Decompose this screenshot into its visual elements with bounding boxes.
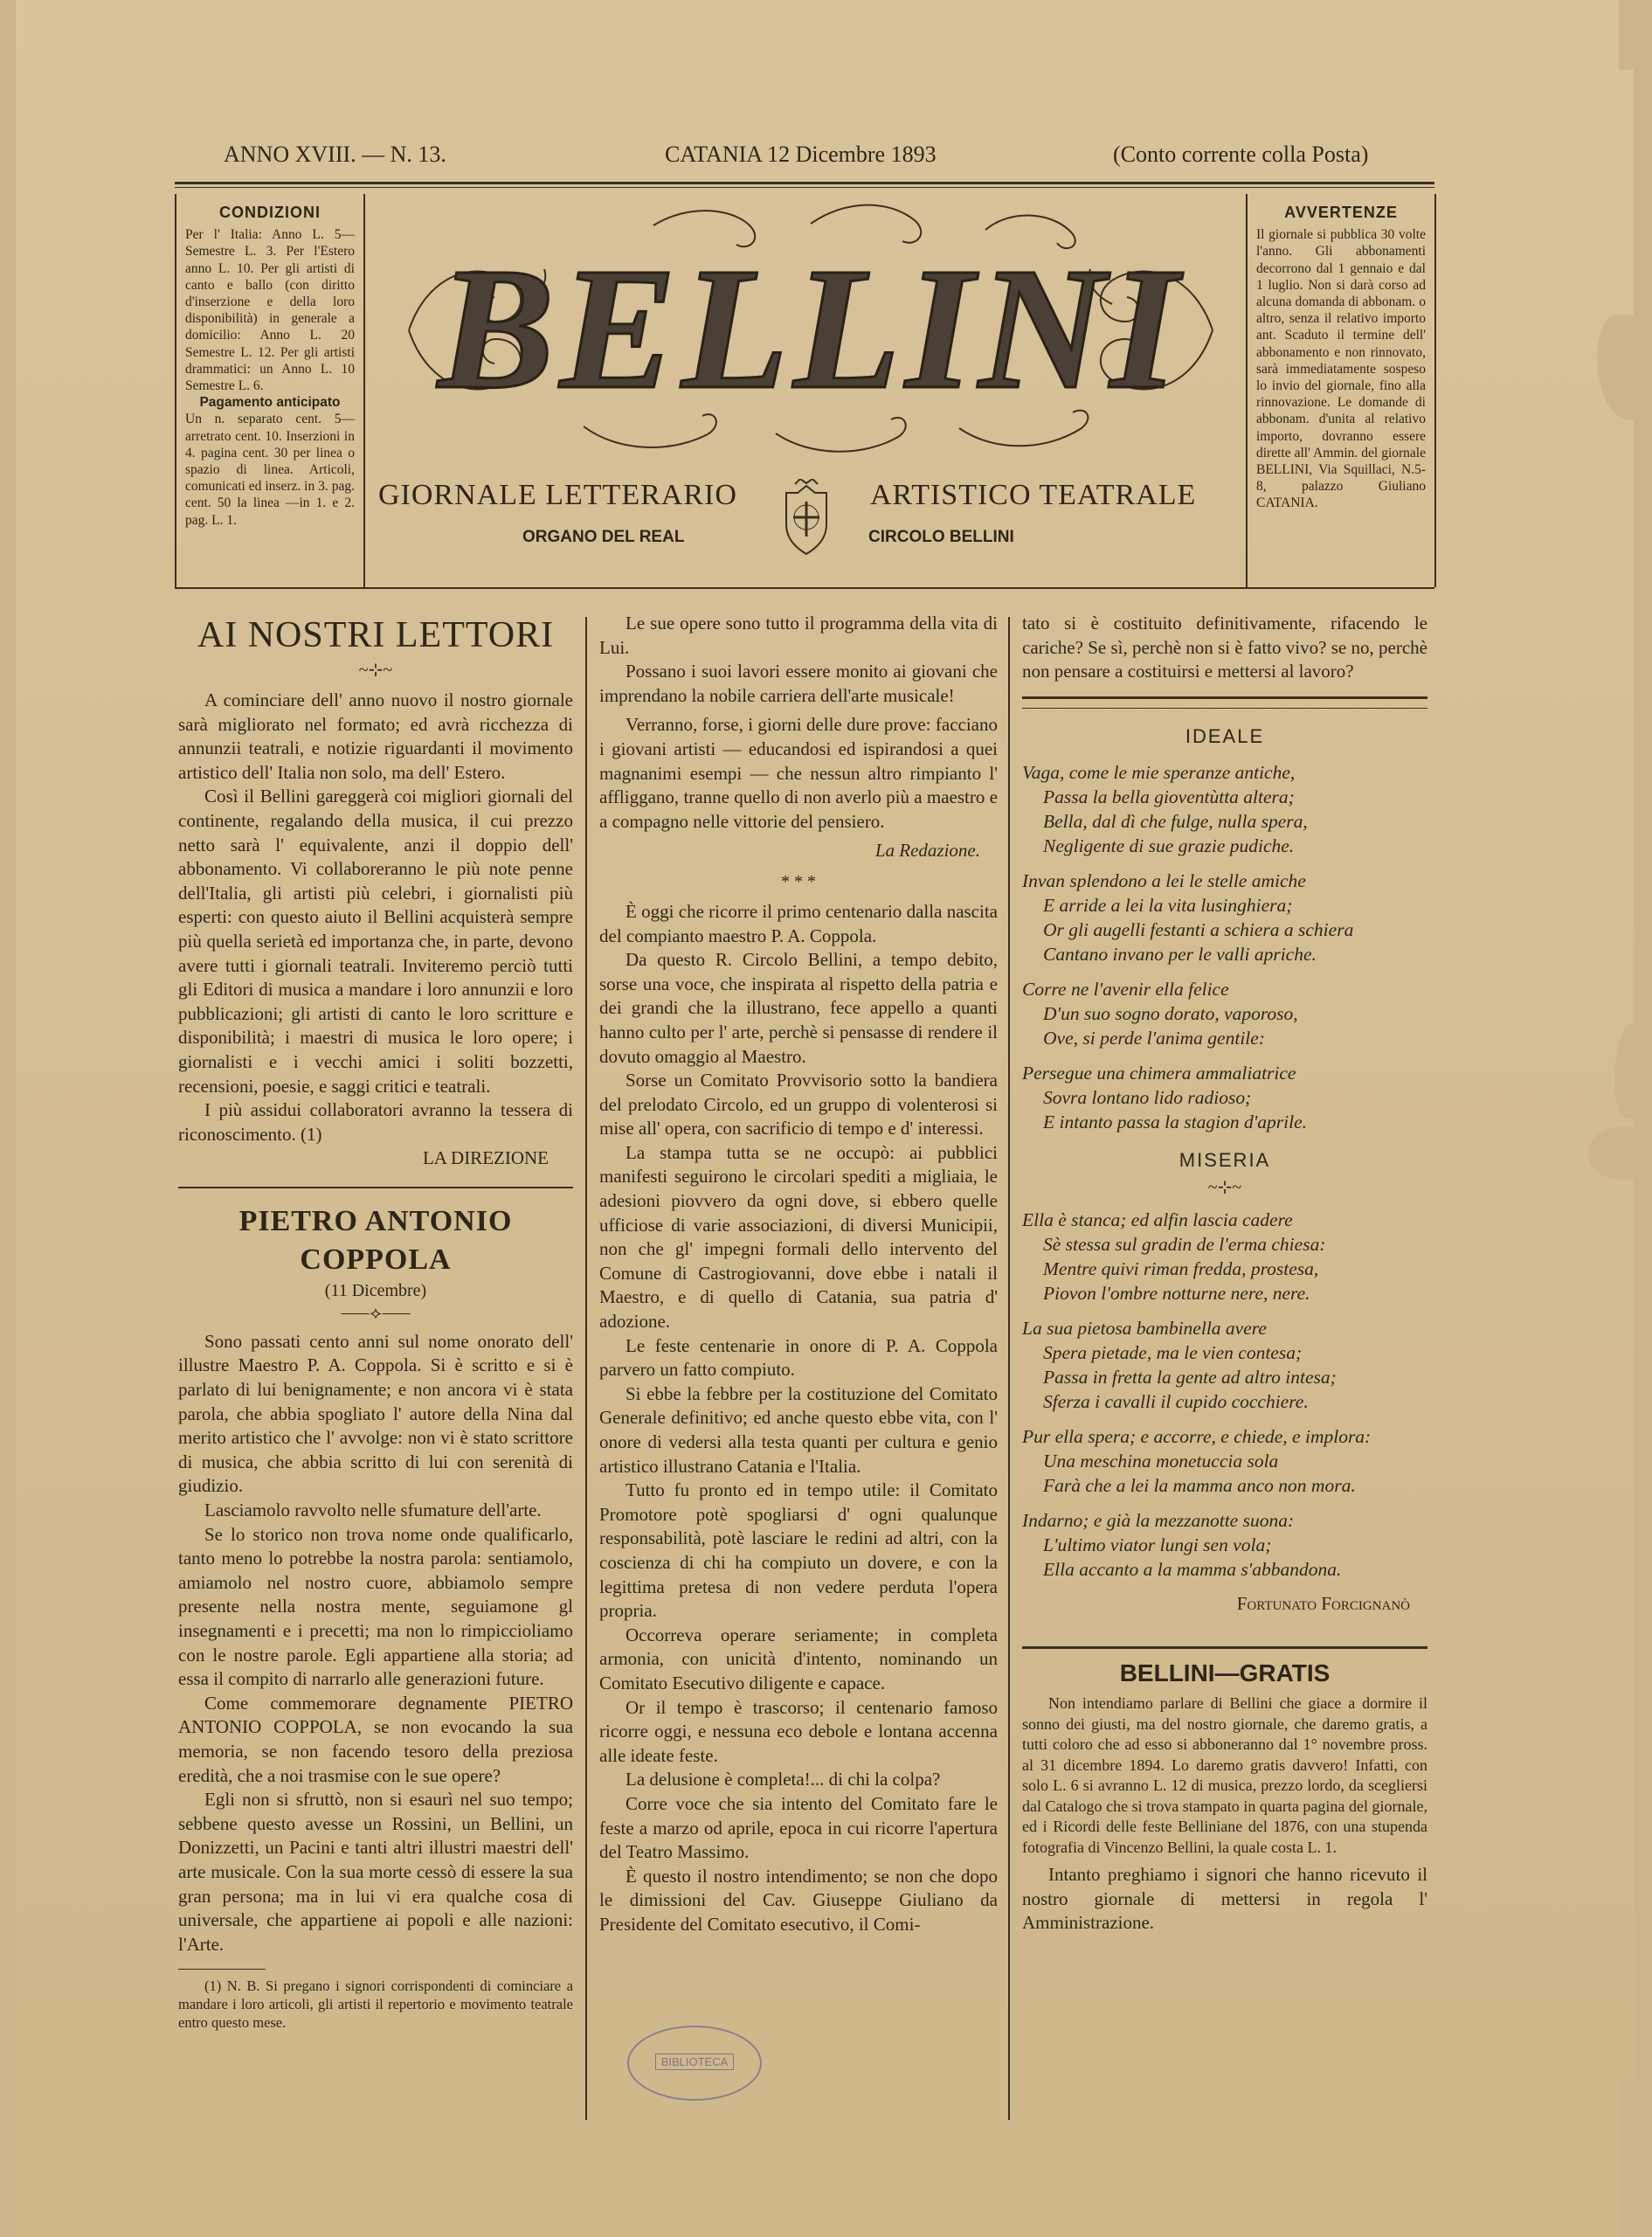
section-rule	[178, 1187, 573, 1188]
paper-tear	[1588, 1127, 1649, 1180]
verse-line: Ella è stanca; ed alfin lascia cadere	[1022, 1209, 1293, 1230]
paragraph: Sorse un Comitato Provvisorio sotto la bandiera del prelodato Circolo, ed un gruppo di volenterosi si mise all' opera, con sacrificio di tempo e d' interessi.	[599, 1070, 998, 1139]
gratis-paragraph: Non intendiamo parlare di Bellini che giace a dormire il sonno dei giusti, ma del nostro giornale, che daremo gratis, a tutti coloro che ad esso si abboneranno dal 1° novembre pross. al 31 dicembre 1894. Lo daremo gratis davvero! Infatti, con solo L. 6 si avranno L. 12 di musica, prezzo lordo, da scegliersi dal Catalogo che si trova stampato in quarta pagina del giornale, ed i Ricordi delle feste Belliniane del 1876, con una stupenda fotografia di Vincenzo Bellini, la quale costa L. 1.	[1022, 1694, 1427, 1856]
subtitle-left: GIORNALE LETTERARIO	[378, 479, 737, 511]
poem-ideale	[1022, 760, 1427, 1134]
paper-tear	[1614, 1022, 1649, 1118]
avvertenze-box	[1246, 194, 1436, 587]
title-ornament-flourish	[391, 199, 1230, 461]
masthead-title: BELLINI	[438, 232, 1184, 426]
paragraph: Si ebbe la febbre per la costituzione del Comitato Generale definitivo; ed anche questo ebbe vita, con l' onore di vedersi alla testa quanti per cultura e genio artistico illustrano Catania e l'Italia.	[599, 1382, 998, 1477]
ornament-divider: ~⊹~	[1207, 1177, 1242, 1197]
stanza	[1022, 869, 1427, 966]
paragraph: Tutto fu pronto ed in tempo utile: il Comitato Promotore potè spogliarsi d' ogni qualunque responsabilità, potè lasciare le redini ad altri, con la coscienza di chi ha compiuto un dovere, e con la legittima pretesa di non vedere perduta l'opera propria.	[599, 1479, 998, 1622]
condizioni-text-2: Un n. separato cent. 5—arretrato cent. 10. Inserzioni in 4. pagina cent. 30 per linea o spazio di linea. Articoli, comunicati ed inserz. in 3. pag. cent. 50 la linea —in 1. e 2. pag. L. 1.	[185, 412, 355, 528]
paragraph: Possano i suoi lavori essere monito ai giovani che imprendano la nobile carriera dell'arte musicale!	[599, 661, 998, 706]
verse-line: Passa la bella gioventùtta altera;	[1043, 786, 1295, 808]
verse-line: Farà che a lei la mamma anco non mora.	[1043, 1474, 1356, 1496]
paragraph: La stampa tutta se ne occupò: ai pubblici manifesti seguirono le circolari spediti a migliaia, le adesioni piovvero da ogni dove, si ebbero quelle ufficiose di varie associazioni, di diversi Municipii, non che gl' impegni formali dello intervento del Comune di Castrogiovanni, dove ebbe i natali il Maestro, e di quello di Catania, sua patria d' adozione.	[599, 1141, 998, 1333]
verse-line: Or gli augelli festanti a schiera a schiera	[1043, 919, 1354, 941]
paper-tear	[1619, 0, 1649, 70]
section-rule	[1022, 696, 1427, 699]
condizioni-heading: CONDIZIONI	[219, 204, 321, 221]
stanza	[1022, 1061, 1427, 1134]
asterism: * * *	[781, 871, 816, 891]
column-divider	[585, 617, 587, 2120]
verse-line: Passa in fretta la gente ad altro intesa;	[1043, 1366, 1337, 1388]
stanza	[1022, 1424, 1427, 1498]
paragraph: Occorreva operare seriamente; in completa armonia, con unicità d'intento, nominando un Comitato Esecutivo diligente e capace.	[599, 1624, 998, 1693]
verse-line: Sè stessa sul gradin de l'erma chiesa:	[1043, 1233, 1326, 1255]
verse-line: Vaga, come le mie speranze antiche,	[1022, 762, 1296, 784]
column-2	[599, 612, 998, 1936]
stanza	[1022, 1316, 1427, 1414]
verse-line: Indarno; e già la mezzanotte suona:	[1022, 1509, 1295, 1531]
signature-redazione: La Redazione.	[874, 840, 980, 862]
coat-of-arms-icon	[776, 479, 837, 558]
stanza	[1022, 977, 1427, 1050]
stanza	[1022, 1508, 1427, 1582]
organo-right: CIRCOLO BELLINI	[868, 528, 1014, 546]
verse-line: Cantano invano per le valli apriche.	[1043, 944, 1317, 966]
column-divider	[1008, 617, 1010, 2120]
paragraph: tato si è costituito definitivamente, rifacendo le cariche? Se sì, perchè non si è fatto vivo? se no, perchè non pensare a costituirsi e mettersi al lavoro?	[1022, 613, 1427, 682]
ornament-divider: ⸺⟡⸺	[340, 1303, 411, 1323]
paragraph: Le feste centenarie in onore di P. A. Coppola parvero un fatto compiuto.	[599, 1334, 998, 1381]
footnote: (1) N. B. Si pregano i signori corrispondenti di cominciare a mandare i loro articoli, gli artisti il repertorio e movimento teatrale entro questo mese.	[178, 1977, 573, 2032]
paper-tear	[1597, 315, 1649, 419]
verse-line: Pur ella spera; e accorre, e chiede, e implora:	[1022, 1425, 1372, 1447]
paragraph: Sono passati cento anni sul nome onorato dell' illustre Maestro P. A. Coppola. Si è scritto e si è parlato di lui benignamente; e non ancora vi è stata parola, che abbia spogliato l' autore della Nina dal merito artistico che l' avvolge: non vi è stato scrittore di musica, che abbia scritto di lui con serenità di giudizio.	[178, 1330, 573, 1497]
verse-line: Una meschina monetuccia sola	[1043, 1450, 1279, 1472]
paragraph: Da questo R. Circolo Bellini, a tempo debito, sorse una voce, che inspirata al rispetto della patria e dei grandi che la illustrano, fece appello a quanti hanno culto per l' arte, perchè si pensasse di rendere il dovuto omaggio al Maestro.	[599, 949, 998, 1067]
poem-title-ideale: IDEALE	[1185, 724, 1265, 747]
paragraph: I più assidui collaboratori avranno la tessera di riconoscimento. (1)	[178, 1099, 573, 1145]
verse-line: Sferza i cavalli il cupido cocchiere.	[1043, 1390, 1309, 1412]
paragraph: Or il tempo è trascorso; il centenario famoso ricorre oggi, e nessuna eco debole e lontana accenna alle ideate feste.	[599, 1696, 998, 1766]
verse-line: D'un suo sogno dorato, vaporoso,	[1043, 1003, 1298, 1025]
verse-line: Ove, si perde l'anima gentile:	[1043, 1028, 1265, 1049]
newspaper-page	[16, 0, 1634, 2237]
paragraph: È oggi che ricorre il primo centenario dalla nascita del compianto maestro P. A. Coppola.	[599, 900, 998, 946]
masthead-rule	[175, 187, 1434, 188]
verse-line: E intanto passa la stagion d'aprile.	[1043, 1112, 1308, 1133]
stanza	[1022, 760, 1427, 858]
section-rule	[1022, 1646, 1427, 1649]
paper-tear	[1621, 2080, 1649, 2237]
paragraph: È questo il nostro intendimento; se non che dopo le dimissioni del Cav. Giuseppe Giuliano da Presidente del Comitato esecutivo, il Comi-	[599, 1865, 998, 1935]
gratis-paragraph-2: Intanto preghiamo i signori che hanno ricevuto il nostro giornale di mettersi in regola l' Amministrazione.	[1022, 1864, 1427, 1934]
column-3	[1022, 612, 1427, 1936]
verse-line: Negligente di sue grazie pudiche.	[1043, 835, 1295, 857]
column-1	[178, 612, 573, 2032]
paragraph: Egli non si sfruttò, non si esaurì nel suo tempo; sebbene questo avesse un Rossini, un Bellini, un Donizzetti, un Pacini e tanti altri illustri maestri dell' arte musicale. Con la sua morte cessò di essere la sua gran persona; ma in lui vi era qualche cosa di universale, che appartiene ai popoli e alle nazioni: l'Arte.	[178, 1789, 573, 1955]
signature-direzione: LA DIREZIONE	[422, 1147, 549, 1169]
verse-line: La sua pietosa bambinella avere	[1022, 1317, 1267, 1339]
poem-signature: Fortunato Forcignanò	[1236, 1592, 1410, 1614]
verse-line: Ella accanto a la mamma s'abbandona.	[1043, 1558, 1342, 1580]
verse-line: Invan splendono a lei le stelle amiche	[1022, 870, 1306, 892]
paragraph: Verranno, forse, i giorni delle dure prove: facciano i giovani artisti — educandosi ed ispirandosi a quei magnanimi esempi — che nessun altro rimpianto l' affliggano, tranne quello di non averlo più a maestro e a compagno nelle vittorie del pensiero.	[599, 714, 998, 832]
section-rule	[1022, 708, 1427, 709]
pagamento-label: Pagamento anticipato	[199, 395, 341, 411]
article-title-coppola: PIETRO ANTONIO COPPOLA	[238, 1204, 513, 1276]
masthead-bottom-rule	[175, 587, 1434, 589]
paragraph: Lasciamolo ravvolto nelle sfumature dell'arte.	[204, 1499, 542, 1521]
stanza	[1022, 1208, 1427, 1305]
article-title-lettori: AI NOSTRI LETTORI	[197, 615, 555, 655]
subtitle-right: ARTISTICO TEATRALE	[870, 479, 1197, 511]
paragraph: Come commemorare degnamente PIETRO ANTONIO COPPOLA, se non evocando la sua memoria, se non facendo tesoro della preziosa eredità, che a noi trasmise con le sue opere?	[178, 1692, 573, 1786]
condizioni-text: Per l' Italia: Anno L. 5—Semestre L. 3. Per l'Estero anno L. 10. Per gli artisti di canto e ballo (con diritto d'inserzione e della loro disponibilità) in generale a domicilio: Anno L. 20 Semestre L. 12. Per gli artisti drammatici: un Anno L. 10 Semestre L. 6.	[185, 227, 355, 394]
paragraph: A cominciare dell' anno nuovo il nostro giornale sarà migliorato nel formato; ed avrà ricchezza di annunzii teatrali, e notizie riguardanti il movimento artistico dell' Italia non solo, ma dell' Estero.	[178, 689, 573, 783]
verse-line: Sovra lontano lido radioso;	[1043, 1087, 1252, 1109]
postal-note: (Conto corrente colla Posta)	[1113, 142, 1369, 167]
paragraph: Corre voce che sia intento del Comitato fare le feste a marzo od aprile, epoca in cui ricorre l'apertura del Teatro Massimo.	[599, 1792, 998, 1863]
stamp-label: BIBLIOTECA	[655, 2053, 735, 2070]
library-stamp	[627, 2026, 762, 2101]
avvertenze-text: Il giornale si pubblica 30 volte l'anno. Gli abbonamenti decorrono dal 1 gennaio e dal 1 luglio. Non si darà corso ad alcuna domanda di abbonam. o altro, senza il relativo importo ant. Scaduto il termine dell' abbonamento e non rinnovato, sarà immediatamente sospeso lo invio del giornale, fino alla rinnovazione. Le domande di abbonam. d'unita al relativo importo, dovranno essere dirette all' Ammin. del giornale BELLINI, Via Squillaci, N.5-8, palazzo Giuliano CATANIA.	[1256, 227, 1426, 511]
verse-line: Spera pietade, ma le vien contesa;	[1043, 1341, 1303, 1363]
paragraph: La delusione è completa!... di chi la colpa?	[626, 1769, 941, 1790]
article-subtitle-date: (11 Dicembre)	[324, 1280, 427, 1300]
verse-line: Persegue una chimera ammaliatrice	[1022, 1063, 1296, 1084]
paragraph: Le sue opere sono tutto il programma della vita di Lui.	[599, 613, 998, 658]
poem-title-miseria: MISERIA	[1179, 1149, 1271, 1172]
organo-left: ORGANO DEL REAL	[522, 528, 685, 546]
paragraph: Se lo storico non trova nome onde qualificarlo, tanto meno lo potrebbe la nostra parola: sentiamolo, amiamolo nel nostro cuore, abbiamolo sempre presente nella nostra mente, seguiamone gl insegnamenti e i precetti; ma non lo rimpiccioliamo con le nostre parole. Egli appartiene alla storia; ad essa il compito di narrarlo alle generazioni future.	[178, 1523, 573, 1690]
verse-line: Bella, dal dì che fulge, nulla spera,	[1043, 811, 1308, 833]
paragraph: Così il Bellini gareggerà coi migliori giornali del continente, regalando della musica, il cui prezzo netto sarà l' equivalente, anzi il doppio dell' abbonamento. Vi collaboreranno le più note penne dell'Italia, gli artisti più celebri, i giornalisti più esperti: con questo aiuto il Bellini acquisterà sempre più quella serietà ed importanza che, in parte, devono avere tutti i giornali teatrali. Inviteremo perciò tutti gli Editori di musica a mandare i loro annunzii e loro pubblicazioni; gli artisti di canto le loro scritture e disponibilità; i maestri di musica le loro opere; i giornalisti e i vecchi amici i soliti bozzetti, recensioni, poesie, e saggi critici e teatrali.	[178, 786, 573, 1097]
masthead-rule	[175, 182, 1434, 184]
verse-line: Piovon l'ombre notturne nere, nere.	[1043, 1282, 1310, 1304]
condizioni-box	[175, 194, 365, 587]
verse-line: Corre ne l'avenir ella felice	[1022, 979, 1229, 1001]
poem-miseria	[1022, 1208, 1427, 1582]
issue-date: CATANIA 12 Dicembre 1893	[665, 142, 937, 167]
verse-line: Mentre quivi riman fredda, prostesa,	[1043, 1257, 1319, 1279]
verse-line: E arride a lei la vita lusinghiera;	[1043, 895, 1293, 917]
issue-number: ANNO XVIII. — N. 13.	[224, 142, 446, 167]
footnote-rule	[178, 1969, 266, 1970]
ornament-divider: ~⊹~	[358, 661, 393, 680]
avvertenze-heading: AVVERTENZE	[1284, 204, 1398, 221]
verse-line: L'ultimo viator lungi sen vola;	[1043, 1534, 1272, 1555]
gratis-title: BELLINI—GRATIS	[1119, 1659, 1331, 1686]
